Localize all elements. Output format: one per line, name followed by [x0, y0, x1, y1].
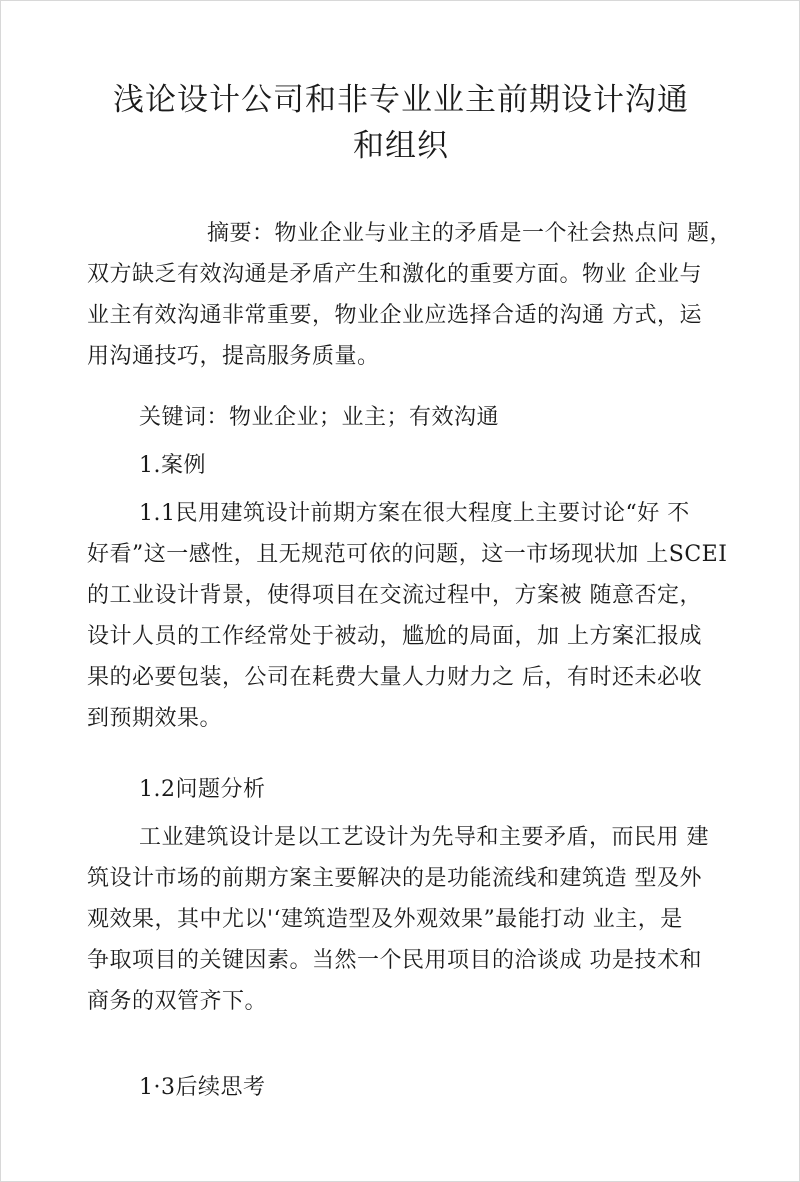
section-1-3-title: 1·3后续思考: [139, 1075, 266, 1100]
abstract-paragraph: [87, 213, 732, 377]
section-1-title: 1.案例: [139, 453, 206, 478]
title-line-2: 和组织: [353, 128, 449, 164]
section-1-1-line: 到预期效果。: [87, 706, 223, 731]
keywords-paragraph: [87, 397, 717, 438]
document-title: [71, 77, 731, 169]
section-1-1-line: 好看”这一感性，且无规范可依的问题，这一市场现状加 上SCEI: [87, 542, 728, 567]
section-1-2-title: 1.2问题分析: [139, 777, 266, 802]
abstract-line: 双方缺乏有效沟通是矛盾产生和激化的重要方面。物业 企业与: [87, 262, 702, 287]
section-heading-1-2: [87, 769, 717, 810]
section-1-1-line: 设计人员的工作经常处于被动，尴尬的局面，加 上方案汇报成: [87, 624, 702, 649]
abstract-line: 业主有效沟通非常重要，物业企业应选择合适的沟通 方式，运: [87, 303, 702, 328]
title-line-1: 浅论设计公司和非专业业主前期设计沟通: [113, 82, 689, 118]
keywords-line: 关键词：物业企业；业主；有效沟通: [139, 405, 500, 430]
section-1-2-paragraph: [87, 817, 717, 1022]
section-1-2-line: 争取项目的关键因素。当然一个民用项目的洽谈成 功是技术和: [87, 948, 702, 973]
section-heading-1-3: [87, 1067, 717, 1108]
abstract-line: 用沟通技巧，提高服务质量。: [87, 344, 380, 369]
section-1-2-line: 商务的双管齐下。: [87, 989, 268, 1014]
section-heading-1: [87, 445, 717, 486]
section-1-1-line: 1.1民用建筑设计前期方案在很大程度上主要讨论“好 不: [139, 501, 690, 526]
section-1-2-line: 工业建筑设计是以工艺设计为先导和主要矛盾，而民用 建: [139, 825, 709, 850]
section-1-1-paragraph: [87, 493, 728, 739]
abstract-line: 摘要：物业企业与业主的矛盾是一个社会热点问 题，: [207, 221, 732, 246]
section-1-2-line: 观效果，其中尤以'‘建筑造型及外观效果”最能打动 业主，是: [87, 907, 683, 932]
section-1-1-line: 果的必要包装，公司在耗费大量人力财力之 后，有时还未必收: [87, 665, 702, 690]
section-1-2-line: 筑设计市场的前期方案主要解决的是功能流线和建筑造 型及外: [87, 866, 702, 891]
section-1-1-line: 的工业设计背景，使得项目在交流过程中，方案被 随意否定，: [87, 583, 702, 608]
